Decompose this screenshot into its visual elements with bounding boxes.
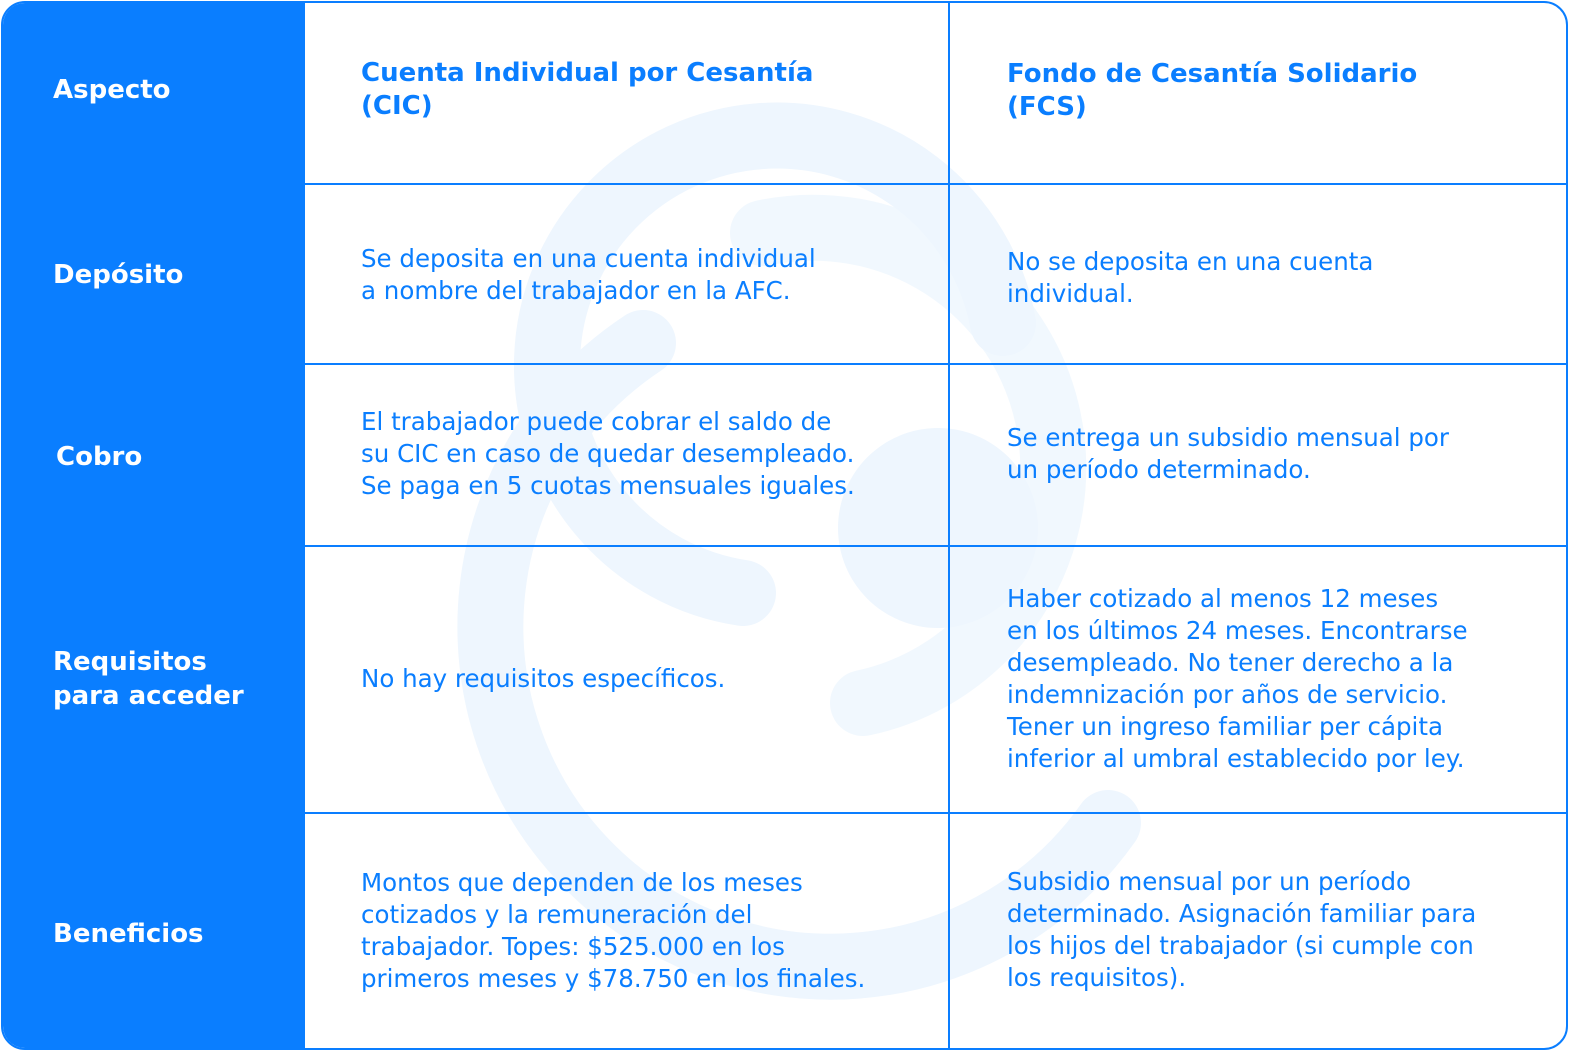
row-aspect-deposito: Depósito [53, 260, 184, 290]
cell-fcs-deposito: No se deposita en una cuenta individual. [1007, 247, 1374, 308]
aspect-column [3, 3, 303, 1048]
row-divider [303, 183, 1566, 185]
cell-cic-requisitos: No hay requisitos específicos. [361, 664, 726, 693]
header-aspect: Aspecto [53, 75, 171, 105]
column-divider [303, 3, 305, 1048]
row-divider [303, 545, 1566, 547]
cell-fcs-requisitos: Haber cotizado al menos 12 meses en los últimos 24 meses. Encontrarse desempleado. No tener derecho a la indemnización por años de servicio. Tener un ingreso familiar per cápita inferior al umbral establecido por ley. [1007, 584, 1468, 773]
comparison-table [1, 1, 1568, 1050]
row-aspect-beneficios: Beneficios [53, 919, 204, 949]
cell-cic-deposito: Se deposita en una cuenta individual a nombre del trabajador en la AFC. [361, 244, 816, 305]
header-fcs: Fondo de Cesantía Solidario (FCS) [1007, 59, 1418, 122]
row-aspect-requisitos: Requisitos para acceder [53, 647, 244, 711]
cell-cic-cobro: El trabajador puede cobrar el saldo de su CIC en caso de quedar desempleado. Se paga en 5 cuotas mensuales iguales. [361, 407, 855, 500]
row-divider [303, 812, 1566, 814]
column-divider [948, 3, 950, 1048]
cell-cic-beneficios: Montos que dependen de los meses cotizados y la remuneración del trabajador. Topes: $525.000 en los primeros meses y $78.750 en los finales. [361, 868, 866, 993]
header-cic: Cuenta Individual por Cesantía (CIC) [361, 58, 814, 121]
cell-fcs-cobro: Se entrega un subsidio mensual por un período determinado. [1007, 423, 1449, 484]
row-aspect-cobro: Cobro [56, 442, 143, 472]
row-divider [303, 363, 1566, 365]
cell-fcs-beneficios: Subsidio mensual por un período determinado. Asignación familiar para los hijos del trabajador (si cumple con los requisitos). [1007, 867, 1477, 992]
